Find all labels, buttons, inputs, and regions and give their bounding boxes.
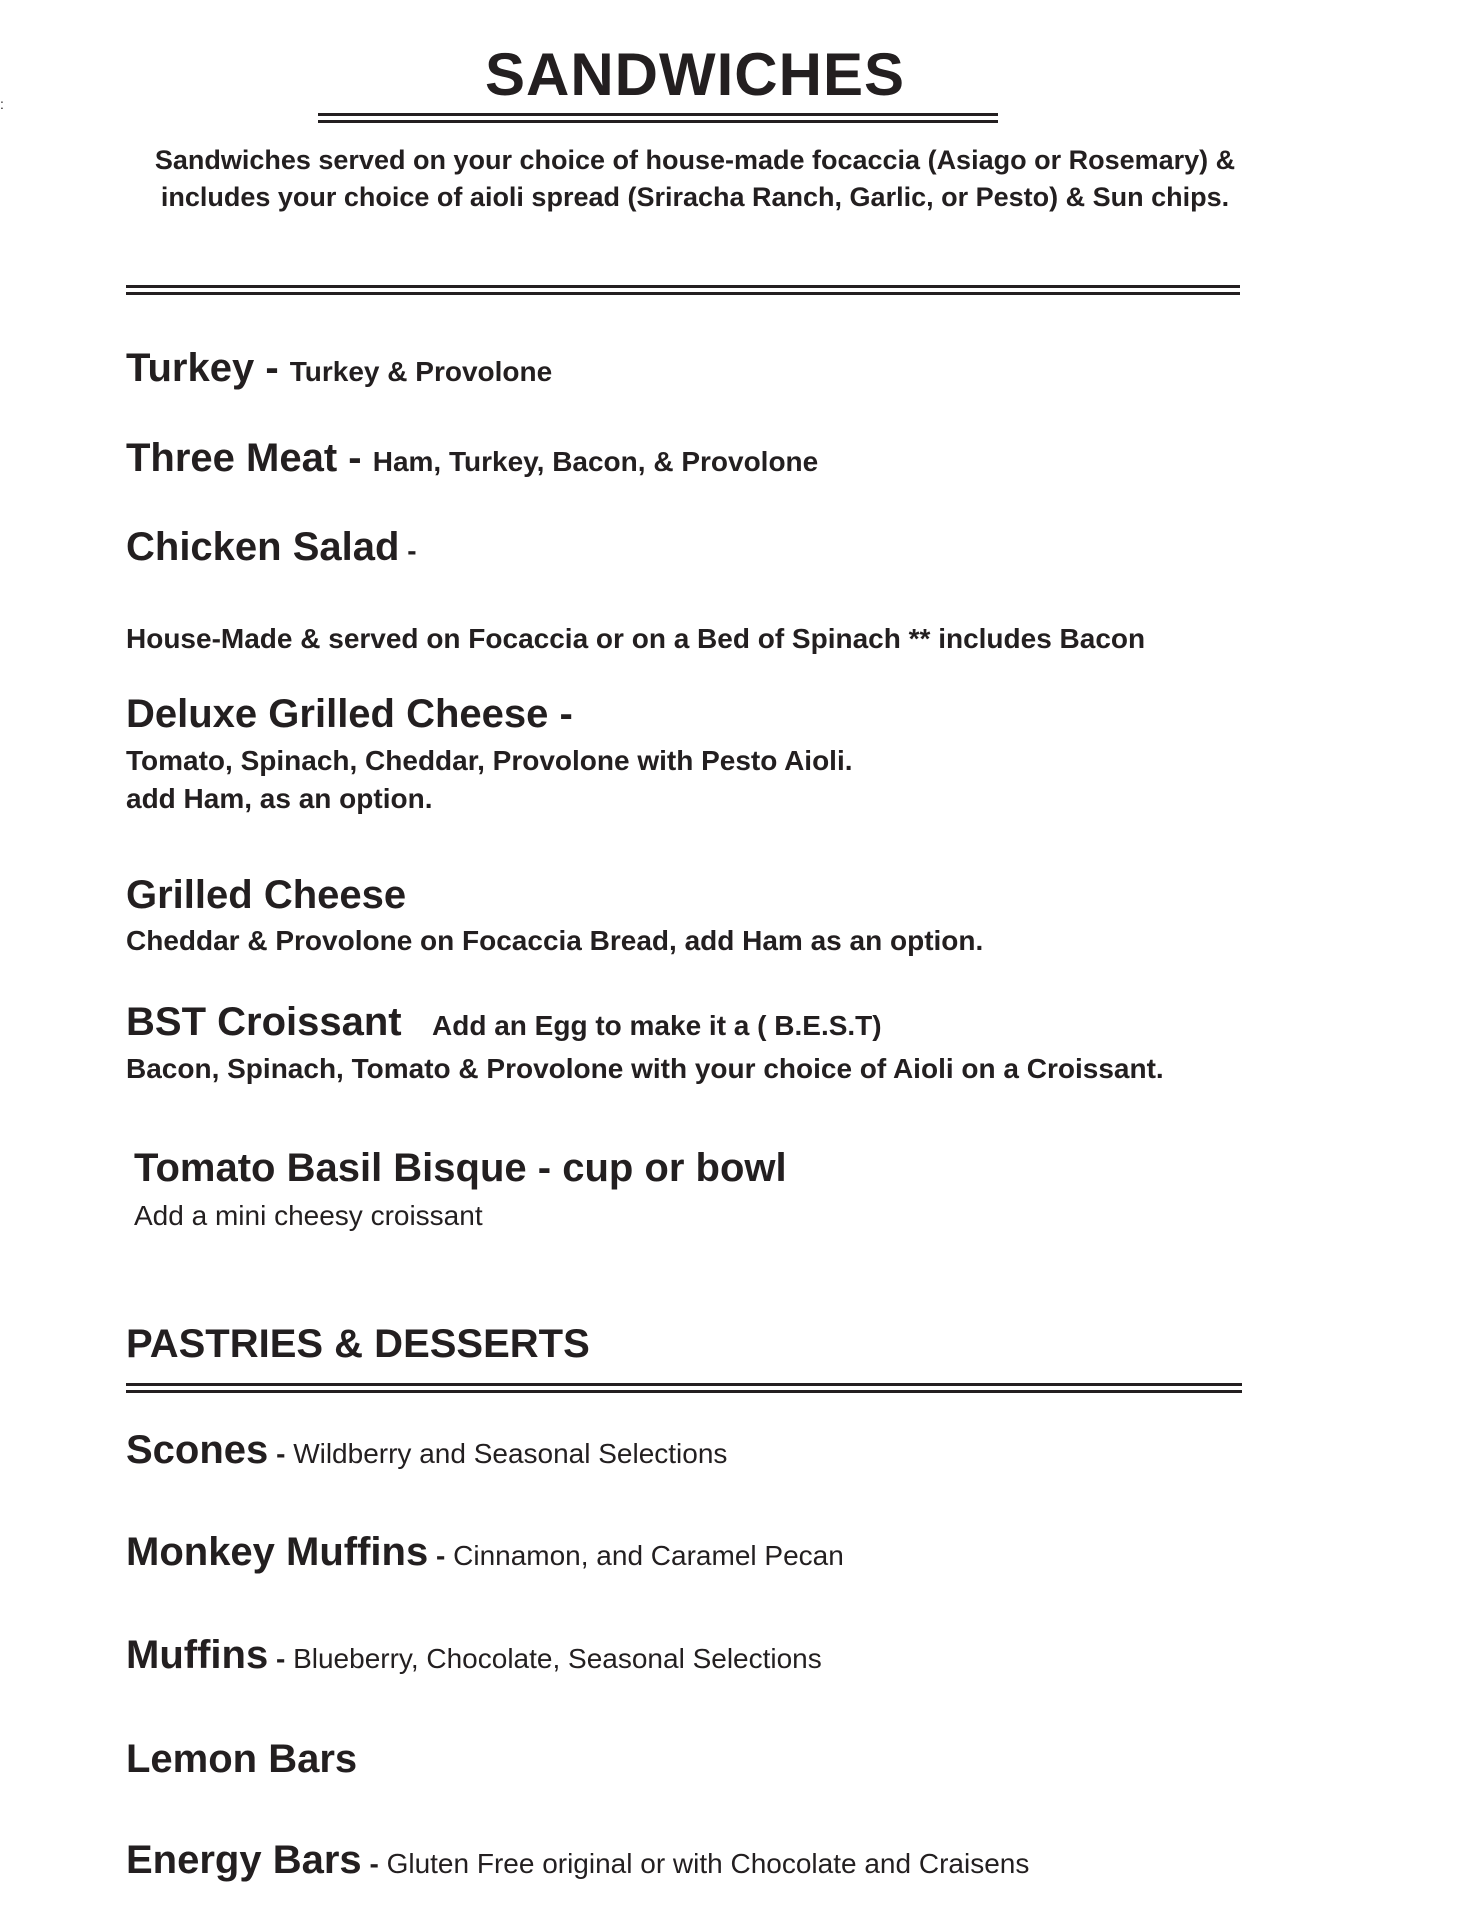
- bst-croissant-description: Bacon, Spinach, Tomato & Provolone with your choice of Aioli on a Croissant.: [126, 1053, 1164, 1084]
- bisque-description: Add a mini cheesy croissant: [134, 1200, 483, 1231]
- item-separator: -: [337, 436, 373, 480]
- menu-item-muffins: [126, 1633, 822, 1678]
- item-name: Muffins: [126, 1633, 269, 1677]
- menu-item-turkey: [126, 346, 552, 391]
- item-name: Chicken Salad: [126, 525, 400, 569]
- item-separator: -: [268, 1438, 294, 1469]
- item-separator: -: [361, 1848, 387, 1879]
- item-name: Energy Bars: [126, 1838, 362, 1882]
- sandwiches-divider: [126, 285, 1240, 295]
- item-separator: -: [399, 535, 417, 566]
- item-description: Cinnamon, and Caramel Pecan: [453, 1540, 844, 1571]
- menu-item-chicken-salad: [126, 525, 417, 570]
- menu-item-monkey-muffins: [126, 1530, 844, 1575]
- item-separator: -: [268, 1643, 294, 1674]
- grilled-cheese-name: Grilled Cheese: [126, 873, 407, 917]
- title-divider: [318, 113, 998, 123]
- item-name: Monkey Muffins: [126, 1530, 429, 1574]
- grilled-cheese-description: Cheddar & Provolone on Focaccia Bread, add Ham as an option.: [126, 925, 984, 956]
- bisque-name: Tomato Basil Bisque - cup or bowl: [134, 1146, 787, 1190]
- intro-text: [0, 142, 1390, 216]
- item-separator: -: [254, 346, 290, 390]
- item-name: Turkey: [126, 346, 255, 390]
- lemon-bars-name: Lemon Bars: [126, 1737, 358, 1781]
- item-separator: -: [428, 1540, 454, 1571]
- deluxe-grilled-cheese-description-1: Tomato, Spinach, Cheddar, Provolone with Pesto Aioli.: [126, 745, 853, 776]
- page-title: SANDWICHES: [484, 41, 905, 108]
- menu-item-three-meat: [126, 436, 818, 481]
- item-description: Ham, Turkey, Bacon, & Provolone: [372, 446, 819, 477]
- deluxe-grilled-cheese-description-2: add Ham, as an option.: [126, 783, 433, 814]
- bst-croissant-name: BST Croissant: [126, 1000, 402, 1044]
- edge-mark: :: [0, 96, 4, 112]
- intro-line-2: includes your choice of aioli spread (Sriracha Ranch, Garlic, or Pesto) & Sun chips.: [160, 182, 1230, 212]
- item-description: Turkey & Provolone: [289, 356, 553, 387]
- deluxe-grilled-cheese-name: Deluxe Grilled Cheese -: [126, 692, 573, 736]
- intro-line-1: Sandwiches served on your choice of house-made focaccia (Asiago or Rosemary) &: [154, 145, 1236, 175]
- item-description: Wildberry and Seasonal Selections: [293, 1438, 728, 1469]
- item-description: Blueberry, Chocolate, Seasonal Selections: [293, 1643, 822, 1674]
- item-name: Scones: [126, 1428, 269, 1472]
- item-description: Gluten Free original or with Chocolate and Craisens: [386, 1848, 1030, 1879]
- menu-item-energy-bars: [126, 1838, 1029, 1883]
- chicken-salad-description: House-Made & served on Focaccia or on a Bed of Spinach ** includes Bacon: [126, 623, 1146, 654]
- item-name: Three Meat: [126, 436, 338, 480]
- section-heading-pastries: PASTRIES & DESSERTS: [126, 1322, 590, 1366]
- pastries-divider: [126, 1383, 1242, 1393]
- menu-item-scones: [126, 1428, 727, 1473]
- bst-croissant-note: Add an Egg to make it a ( B.E.S.T): [432, 1010, 882, 1041]
